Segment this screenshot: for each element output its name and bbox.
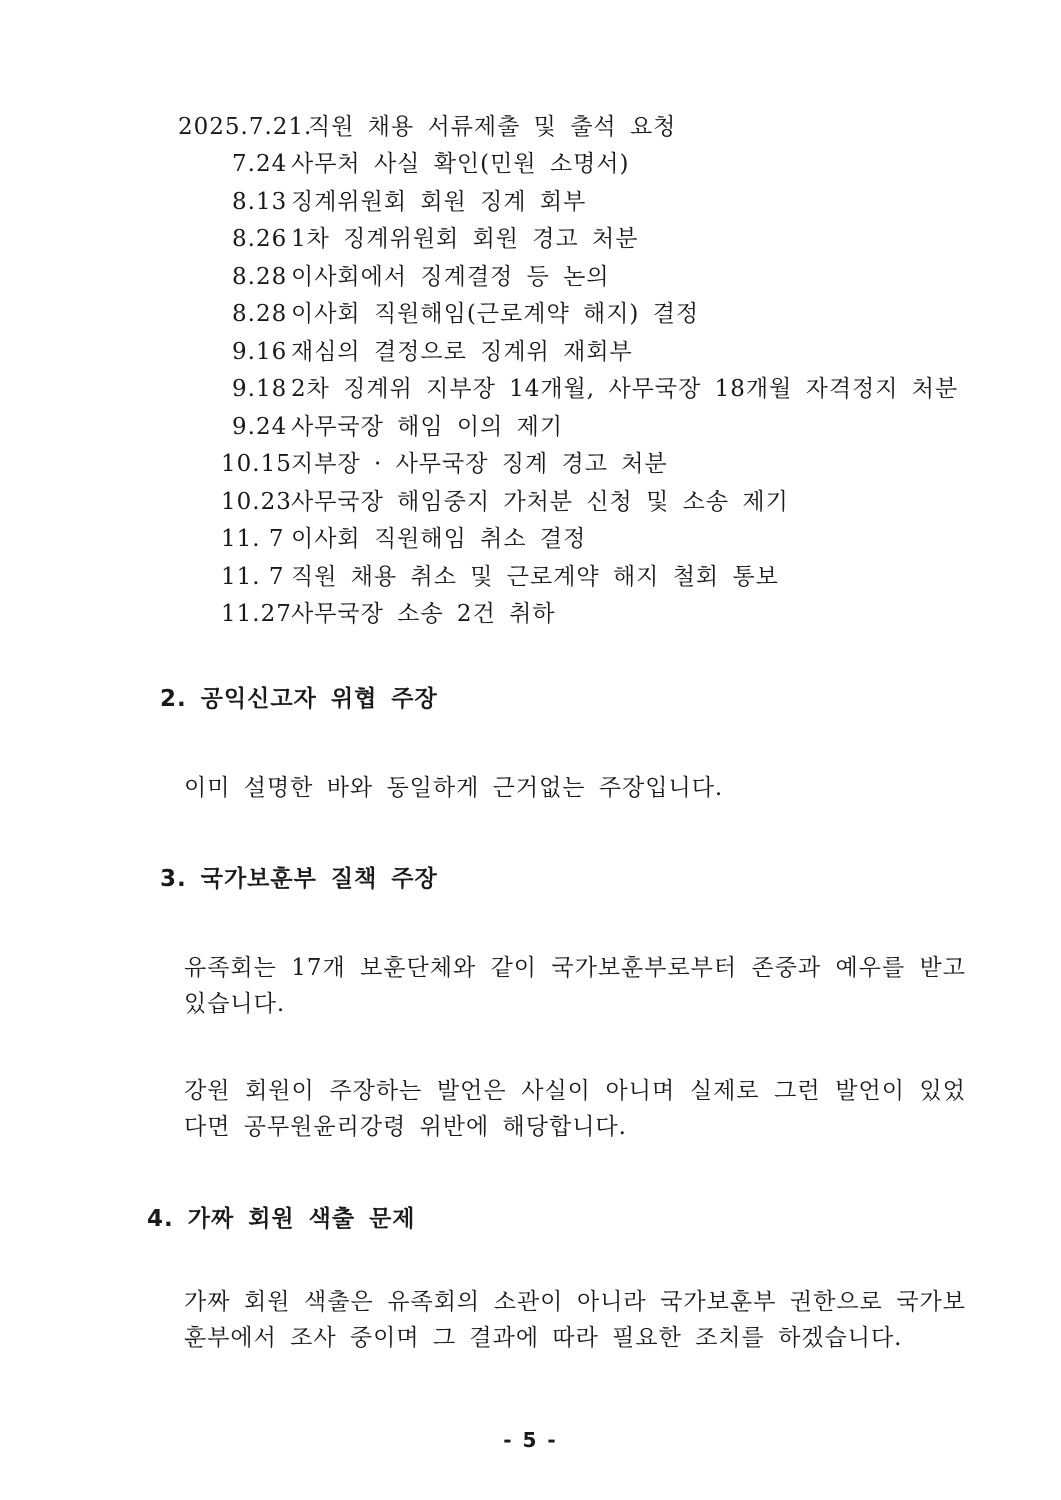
- timeline-date: 11. 7: [221, 564, 285, 590]
- section-paragraph: 이미 설명한 바와 동일하게 근거없는 주장입니다.: [184, 775, 724, 801]
- timeline-text: 이사회 직원해임 취소 결정: [291, 526, 587, 552]
- timeline-text: 직원 채용 취소 및 근로계약 해지 철회 통보: [291, 564, 779, 590]
- section-heading: 2. 공익신고자 위협 주장: [160, 686, 438, 712]
- timeline-text: 징계위원회 회원 징계 회부: [291, 189, 587, 215]
- timeline-date: 11. 7: [221, 526, 285, 552]
- section-paragraph: 강원 회원이 주장하는 발언은 사실이 아니며 실제로 그런 발언이 있었다면 공무원윤리강령 위반에 해당합니다.: [184, 1078, 966, 1140]
- timeline-date: 8.28: [232, 264, 288, 290]
- timeline-date: 8.28: [232, 301, 288, 327]
- timeline-text: 지부장 · 사무국장 징계 경고 처분: [291, 451, 668, 477]
- timeline-date: 9.18: [232, 376, 288, 402]
- timeline-date: 9.16: [232, 339, 288, 365]
- timeline-date: 9.24: [232, 414, 288, 440]
- section-paragraph: 유족회는 17개 보훈단체와 같이 국가보훈부로부터 존중과 예우를 받고 있습니다.: [184, 955, 966, 1017]
- timeline-date: 2025.7.21.: [178, 114, 313, 140]
- timeline-date: 10.23: [221, 489, 292, 515]
- page-number: - 5 -: [503, 1428, 558, 1452]
- timeline-text: 사무처 사실 확인(민원 소명서): [291, 151, 630, 177]
- timeline-text: 재심의 결정으로 징계위 재회부: [291, 339, 633, 365]
- timeline-text: 1차 징계위원회 회원 경고 처분: [291, 226, 639, 252]
- timeline-text: 이사회에서 징계결정 등 논의: [291, 264, 610, 290]
- timeline-text: 사무국장 해임중지 가처분 신청 및 소송 제기: [291, 489, 789, 515]
- timeline-date: 7.24: [232, 151, 288, 177]
- section-heading: 3. 국가보훈부 질책 주장: [160, 866, 438, 892]
- timeline-text: 이사회 직원해임(근로계약 해지) 결정: [291, 301, 700, 327]
- timeline-text: 직원 채용 서류제출 및 출석 요청: [308, 114, 677, 140]
- timeline-text: 2차 징계위 지부장 14개월, 사무국장 18개월 자격정지 처분: [291, 376, 959, 402]
- timeline-date: 10.15: [221, 451, 292, 477]
- timeline-date: 8.13: [232, 189, 288, 215]
- section-heading: 4. 가짜 회원 색출 문제: [147, 1206, 416, 1232]
- timeline-text: 사무국장 소송 2건 취하: [291, 601, 556, 627]
- timeline-text: 사무국장 해임 이의 제기: [291, 414, 564, 440]
- section-paragraph: 가짜 회원 색출은 유족회의 소관이 아니라 국가보훈부 권한으로 국가보훈부에서 조사 중이며 그 결과에 따라 필요한 조치를 하겠습니다.: [184, 1289, 966, 1351]
- timeline-date: 11.27: [221, 601, 292, 627]
- timeline-date: 8.26: [232, 226, 288, 252]
